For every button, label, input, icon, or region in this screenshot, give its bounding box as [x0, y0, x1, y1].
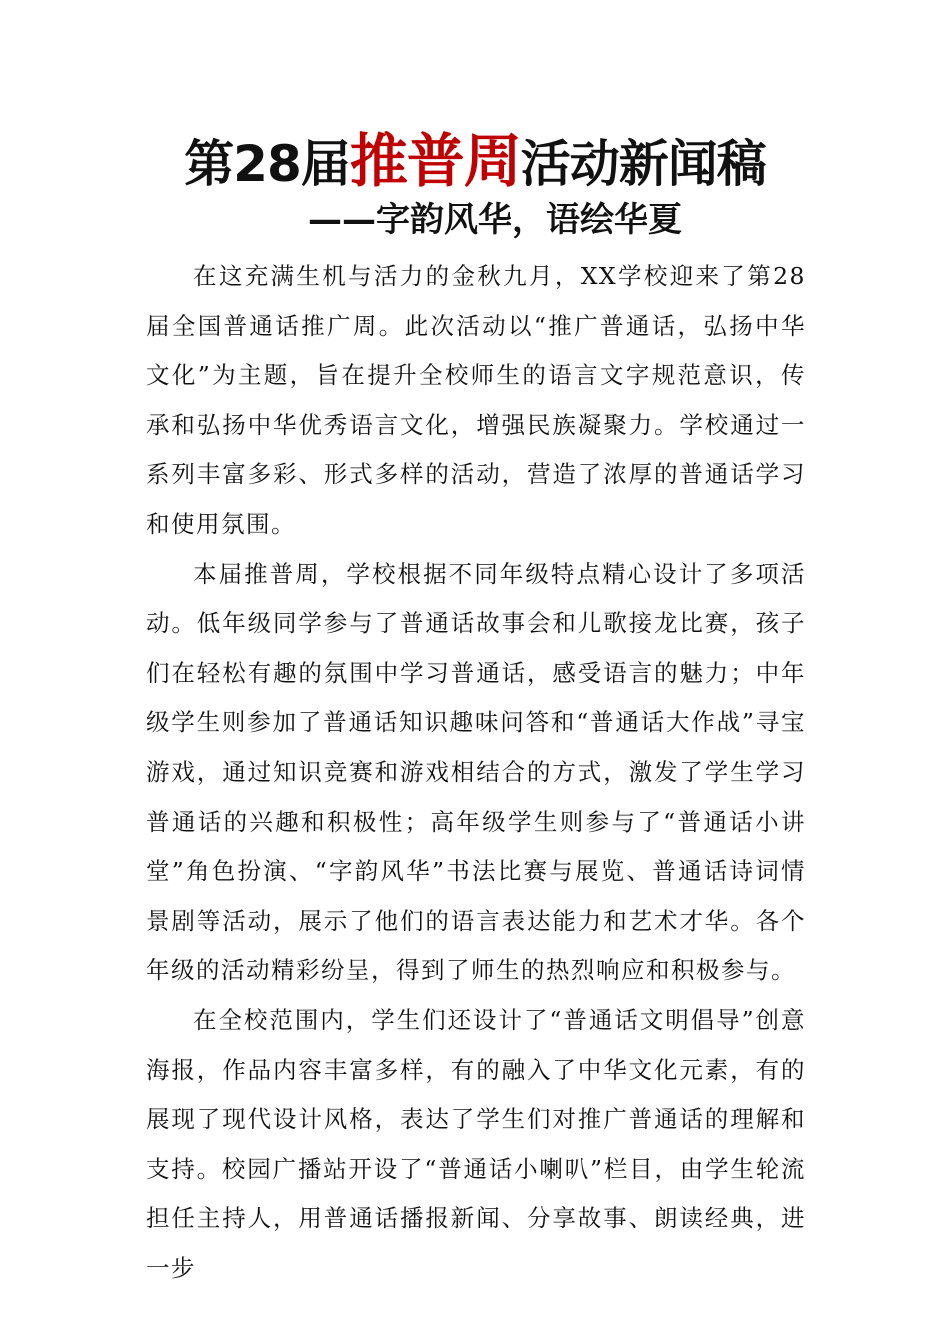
paragraph-2: 本届推普周，学校根据不同年级特点精心设计了多项活动。低年级同学参与了普通话故事会和儿歌接龙比赛，孩子们在轻松有趣的氛围中学习普通话，感受语言的魅力；中年级学生则参加了普通话知识趣味问答和“普通话大作战”寻宝游戏，通过知识竞赛和游戏相结合的方式，激发了学生学习普通话的兴趣和积极性；高年级学生则参与了“普通话小讲堂”角色扮演、“字韵风华”书法比赛与展览、普通话诗词情景剧等活动，展示了他们的语言表达能力和艺术才华。各个年级的活动精彩纷呈，得到了师生的热烈响应和积极参与。	[146, 559, 806, 985]
article-body	[146, 252, 806, 1293]
page-title	[0, 128, 950, 197]
title-suffix: 活动新闻稿	[520, 135, 766, 193]
paragraph-1: 在这充满生机与活力的金秋九月，XX学校迎来了第28届全国普通话推广周。此次活动以“推广普通话，弘扬中华文化”为主题，旨在提升全校师生的语言文字规范意识，传承和弘扬中华优秀语言文化，增强民族凝聚力。学校通过一系列丰富多彩、形式多样的活动，营造了浓厚的普通话学习和使用氛围。	[146, 262, 806, 538]
page-subtitle: ——字韵风华，语绘华夏	[308, 200, 682, 240]
title-prefix: 第28届	[184, 135, 350, 193]
title-highlight: 推普周	[349, 127, 521, 195]
paragraph-3: 在全校范围内，学生们还设计了“普通话文明倡导”创意海报，作品内容丰富多样，有的融入了中华文化元素，有的展现了现代设计风格，表达了学生们对推广普通话的理解和支持。校园广播站开设了“普通话小喇叭”栏目，由学生轮流担任主持人，用普通话播报新闻、分享故事、朗读经典，进一步	[146, 1005, 806, 1282]
